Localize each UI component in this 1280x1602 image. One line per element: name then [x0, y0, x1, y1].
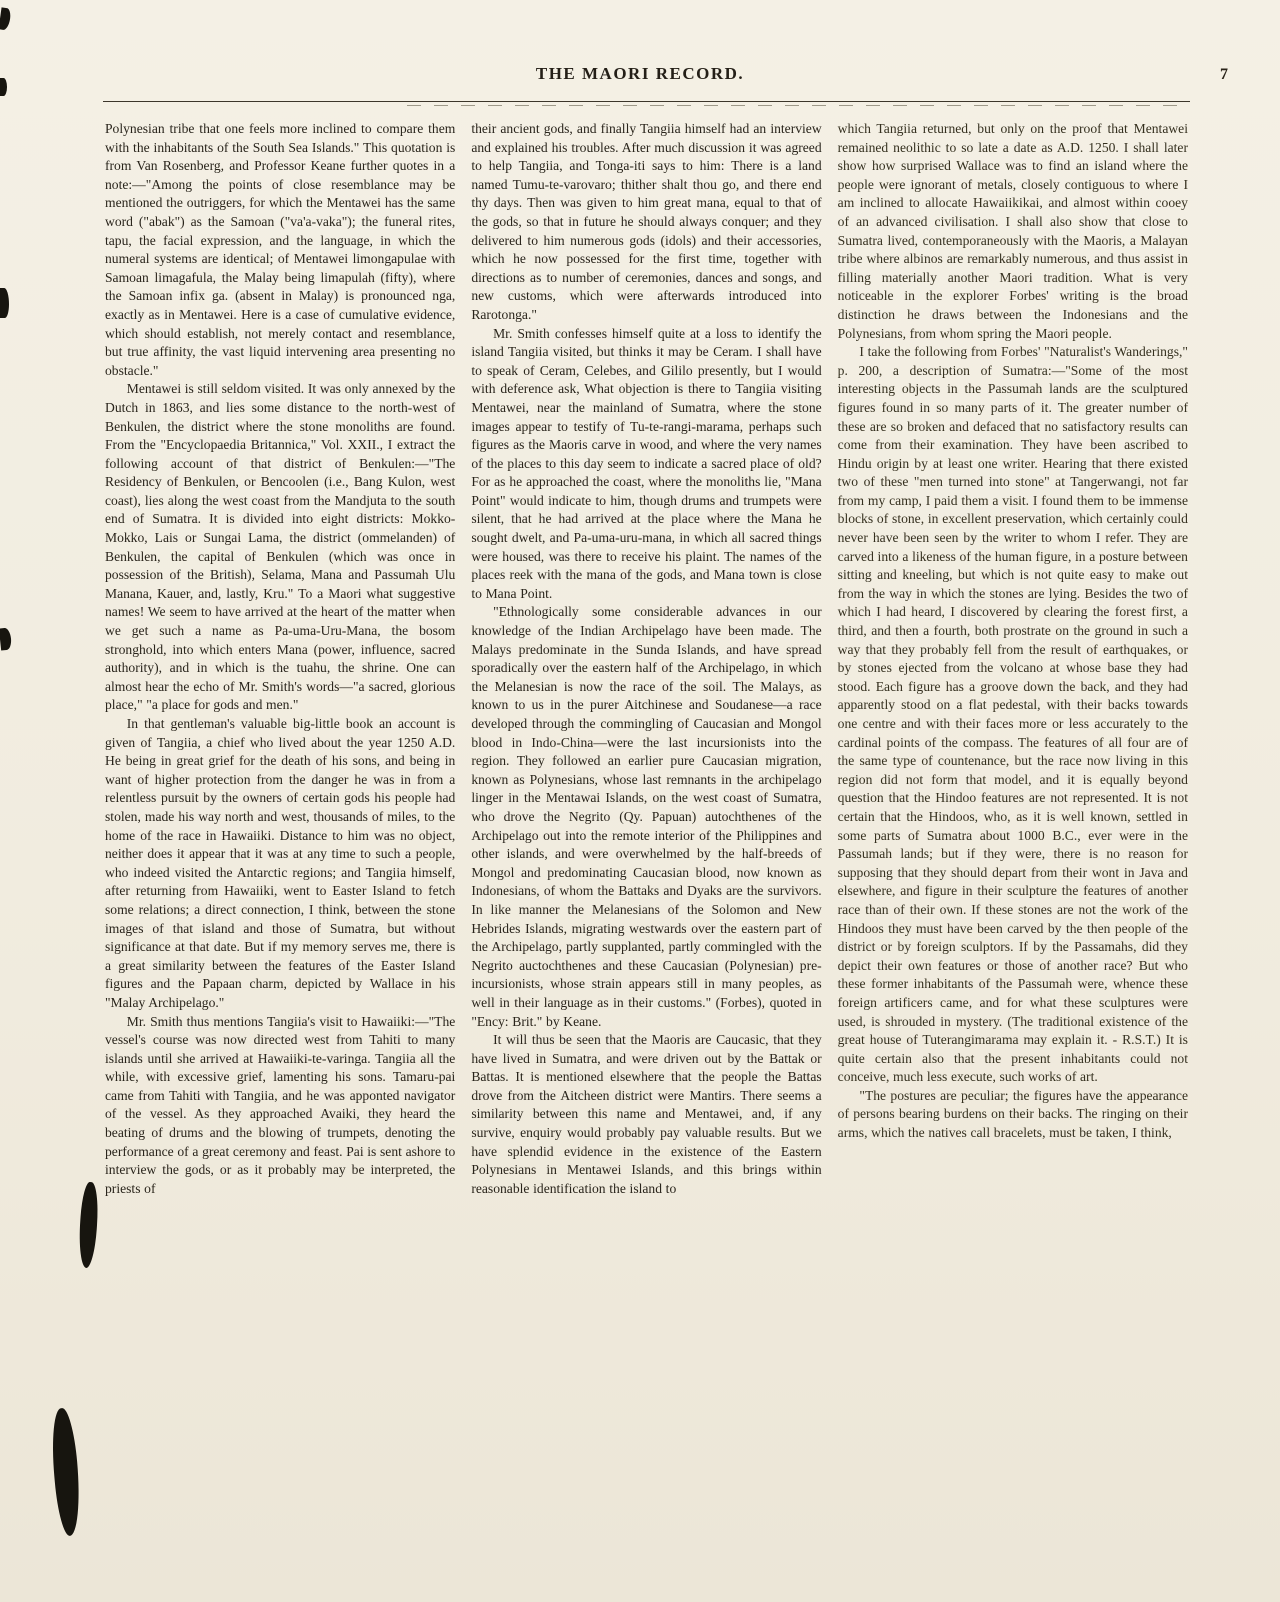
paragraph-col1-1: Polynesian tribe that one feels more inclined to compare them with the inhabitants of the South Sea Islands." This quotation is from Van Rosenberg, and Professor Keane further quotes in a note:—"Among the points of close resemblance may be mentioned the outriggers, for which the Mentawei has the same word ("abak") as the Samoan ("va'a-vaka"); the funeral rites, tapu, the facial expression, and the language, in which the numeral systems are identical; of Mentawei limongapulae with Samoan limagafula, the Malay being limapulah (fifty), where the Samoan infix ga. (absent in Malay) is pronounced nga, exactly as in Mentawei. Here is a case of cumulative evidence, which should establish, not merely contact and resemblance, but true affinity, the vast liquid intervening area presenting no obstacle." [105, 121, 456, 378]
paragraph-col3-1: which Tangiia returned, but only on the proof that Mentawei remained neolithic to so late a date as A.D. 1250. I shall later show how surprised Wallace was to find an island where the people were ignorant of metals, closely contiguous to where I am inclined to allocate Hawaiikikai, and almost within cooey of an advanced civilisation. I shall also show that close to Sumatra lived, contemporaneously with the Maoris, a Malayan tribe where albinos are remarkably numerous, and thus assist in filling materially another Maori tradition. What is very noticeable in the explorer Forbes' writing is the broad distinction he draws between the Indonesians and the Polynesians, from whom spring the Maori people. [837, 121, 1188, 341]
paragraph-col1-4: Mr. Smith thus mentions Tangiia's visit to Hawaiiki:—"The vessel's course was now directed west from Tahiti to many islands until she arrived at Hawaiiki-te-varinga. Tangiia all the while, with excessive grief, lamenting his sons. Tamaru-pai came from Tahiti with Tangiia, and he was apponted navigator of the vessel. As they approached Avaiki, they heard the beating of drums and the blowing of trumpets, denoting the performance of a great ceremony and feast. Pai is sent ashore to interview the gods, or as it probably may be interpreted, the priests of [105, 1013, 456, 1196]
column-1 [105, 120, 455, 1198]
paragraph-col2-1: their ancient gods, and finally Tangiia himself had an interview and explained his troubles. After much discussion it was agreed to help Tangiia, and Tonga-iti says to him: There is a land named Tumu-te-varovaro; thither shalt thou go, and there end thy days. Then was given to him great mana, equal to that of the gods, so that in future he should always conquer; and they delivered to him numerous gods (idols) and their accessories, which he now possessed for the first time, together with directions as to number of ceremonies, dances and songs, and new customs, which were afterwards introduced into Rarotonga." [471, 121, 822, 322]
header-rule [103, 101, 1190, 108]
ink-smudge [48, 1407, 83, 1537]
article-columns [0, 108, 1280, 1198]
column-3 [838, 120, 1188, 1198]
page-title: THE MAORI RECORD. [535, 64, 745, 83]
page-number: 7 [1220, 66, 1228, 83]
column-2 [471, 120, 821, 1198]
paragraph-col2-4: It will thus be seen that the Maoris are Caucasic, that they have lived in Sumatra, and were driven out by the Battak or Battas. It is mentioned elsewhere that the people the Battas drove from the Aitcheen district were Mantirs. There seems a similarity between this name and Mentawei, and, if any survive, enquiry would probably pay valuable results. But we have splendid evidence in the existence of the Eastern Polynesians in Mentawei Islands, and this brings within reasonable identification the island to [471, 1032, 822, 1196]
paragraph-col3-2: I take the following from Forbes' "Naturalist's Wanderings," p. 200, a description of Sumatra:—"Some of the most interesting objects in the Passumah lands are the sculptured figures found in so many parts of it. The greater number of these are so broken and defaced that no satisfactory results can come from their examination. They have been ascribed to Hindu origin by at least one writer. Hearing that there existed two of these "men turned into stone" at Tangerwangi, not far from my camp, I paid them a visit. I found them to be immense blocks of stone, in excellent preservation, which certainly could never have been seen by the writer to whom I refer. They are carved into a likeness of the human figure, in a posture between sitting and kneeling, but which is not quite easy to make out from the way in which the stones are lying. Besides the two of which I had heard, I discovered by clearing the forest first, a third, and then a fourth, both prostrate on the ground in such a way that they probably fell from the result of earthquakes, or by stones ejected from the volcano at whose base they had stood. Each figure has a groove down the back, and they had apparently stood on a flat pedestal, with their backs towards one centre and with their faces more or less accurately to the cardinal points of the compass. The features of all four are of the same type of countenance, but the race now living in this region did not form that model, and it is equally beyond question that the Hindoo features are not represented. It is not certain that the Hindoos, who, as it is well known, settled in some parts of Sumatra about 1000 B.C., ever were in the Passumah lands; but if they were, there is no reason for supposing that they should depart from their wont in Java and elsewhere, and figure in their sculpture the features of another race than of their own. If these stones are not the work of the Hindoos they must have been carved by the then people of the district or by foreign sculptors. If by the Passamahs, did they depict their own features or those of another race? But who these former inhabitants of the Passumah were, whence these foreign artificers came, and for what these sculptures were used, is shrouded in mystery. (The traditional existence of the great house of Tuterangimarama may explain it. - R.S.T.) It is quite certain also that the present inhabitants could not conceive, much less execute, such works of art. [837, 344, 1188, 1085]
ink-smudge [0, 288, 9, 318]
paragraph-col1-3: In that gentleman's valuable big-little book an account is given of Tangiia, a chief who lived about the year 1250 A.D. He being in great grief for the death of his sons, and being in want of higher protection from the danger he was in from a relentless pursuit by the owners of certain gods his people had stolen, made his way north and west, thousands of miles, to the home of the race in Hawaiiki. Distance to him was no object, neither does it appear that it was at any time to such a people, who indeed visited the Antarctic regions; and Tangiia himself, after returning from Hawaiiki, went to Easter Island to fetch some relations; a direct connection, I think, between the stone images of that island and those of Sumatra, but without significance at that date. But if my memory serves me, there is a great similarity between the features of the Easter Island figures and the Papaan charm, depicted by Wallace in his "Malay Archipelago." [105, 716, 456, 1010]
paragraph-col2-2: Mr. Smith confesses himself quite at a loss to identify the island Tangiia visited, but thinks it may be Ceram. I shall have to speak of Ceram, Celebes, and Gililo presently, but I would with deference ask, What objection is there to Tangiia visiting Mentawei, near the mainland of Sumatra, where the stone images appear to testify of Tu-te-rangi-marama, perhaps such figures as the Maoris carve in wood, and where the very names of the places to this day seem to indicate a sacred place of old? For as he approached the coast, where the monoliths lie, "Mana Point" would indicate to him, though drums and trumpets were silent, that he had arrived at the place where the Mana he sought dwelt, and Pa-uma-uru-mana, in which all sacred things were housed, was there to receive his plaint. The names of the places reek with the mana of the gods, and Mana town is close to Mana Point. [471, 325, 822, 601]
paragraph-col2-3: "Ethnologically some considerable advances in our knowledge of the Indian Archipelago have been made. The Malays predominate in the Sunda Islands, and have spread sporadically over the eastern half of the Archipelago, in which the Melanesian is now the race of the soil. The Malays, as known to us in the purer Aitchinese and Soudanese—a race developed through the commingling of Caucasian and Mongol blood in Indo-China—were the last incursionists into the region. They followed an earlier pure Caucasian migration, known as Polynesians, whose last remnants in the archipelago linger in the Mentawai Islands, on the west coast of Sumatra, who drove the Negrito (Qy. Papuan) autochthenes of the Archipelago out into the remote interior of the Philippines and other islands, and were overwhelmed by the half-breeds of Mongol and predominating Caucasian blood, now known as Indonesians, of whom the Battaks and Dyaks are the survivors. In like manner the Melanesians of the Solomon and New Hebrides Islands, migrating westwards over the eastern part of the Archipelago, partly supplanted, partly commingled with the Negrito auctochthenes and these Caucasian (Polynesian) pre-incursionists, whose strain appears still in many peoples, as well in their language as in their customs." (Forbes), quoted in "Ency: Brit." by Keane. [471, 604, 822, 1029]
page-header [0, 0, 1280, 94]
paragraph-col3-3: "The postures are peculiar; the figures have the appearance of persons bearing burdens on their backs. The ringing on their arms, which the natives call bracelets, must be taken, I think, [837, 1087, 1188, 1141]
paragraph-col1-2: Mentawei is still seldom visited. It was only annexed by the Dutch in 1863, and lies some distance to the north-west of Benkulen, the district where the stone monoliths are found. From the "Encyclopaedia Britannica," Vol. XXII., I extract the following account of that district of Benkulen:—"The Residency of Benkulen, or Bencoolen (i.e., Bang Kulon, west coast), lies along the west coast from the Mandjuta to the south end of Sumatra. It is divided into eight districts: Mokko-Mokko, Lais or Sungai Lama, the district (ommelanden) of Benkulen, the capital of Benkulen (which was once in possession of the British), Selama, Mana and Passumah Ulu Manana, Kauer, and, lastly, Kru." To a Maori what suggestive names! We seem to have arrived at the heart of the matter when we get such a name as Pa-uma-Uru-Mana, the bosom stronghold, into which enters Mana (power, influence, sacred authority), and in which is the tuahu, the shrine. One can almost hear the echo of Mr. Smith's words—"a sacred, glorious place," "a place for gods and men." [105, 381, 456, 713]
ink-smudge [0, 78, 7, 96]
